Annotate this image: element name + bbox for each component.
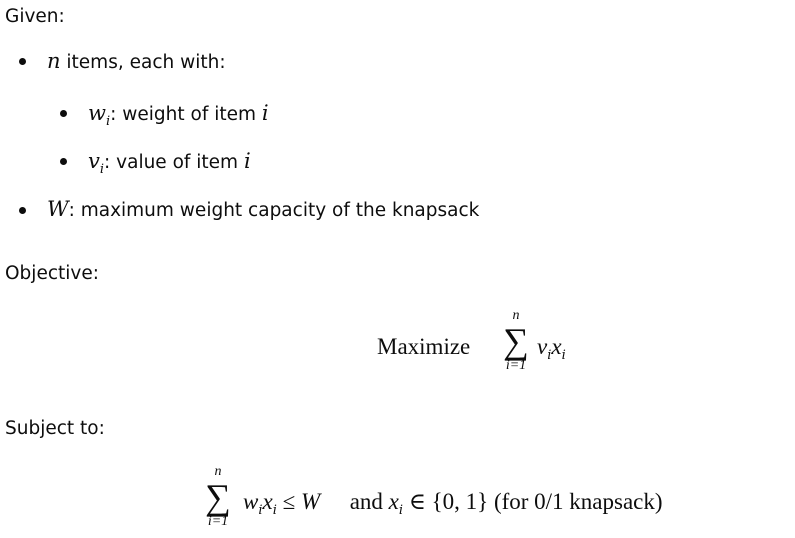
- constraint-sum: [196, 464, 240, 530]
- bullet-dot: [19, 207, 26, 214]
- idx-i: i: [261, 101, 269, 125]
- bullet-dot: [60, 158, 67, 165]
- idx-i: i: [243, 149, 251, 173]
- var-v: v: [88, 149, 100, 173]
- sigma-symbol: ∑: [205, 477, 231, 517]
- weight-text: : weight of item: [110, 104, 262, 125]
- subject-heading: Subject to:: [5, 418, 105, 439]
- items-line: [47, 48, 226, 76]
- sub-i: i: [105, 114, 111, 129]
- var-n: n: [47, 49, 61, 73]
- bullet-dot: [19, 58, 26, 65]
- weight-line: [88, 100, 269, 130]
- sub-i: i: [99, 162, 105, 177]
- sum-lower: i=1: [207, 514, 229, 529]
- var-W: W: [47, 197, 69, 221]
- sum-upper: n: [512, 308, 520, 323]
- sum-lower: i=1: [505, 358, 527, 373]
- value-line: [88, 148, 251, 178]
- value-text: : value of item: [104, 152, 244, 173]
- sigma-symbol: ∑: [503, 321, 529, 361]
- objective-term: $v_ix_i$: [537, 334, 566, 363]
- maximize-word: Maximize: [377, 334, 471, 359]
- capacity-text: : maximum weight capacity of the knapsack: [68, 200, 480, 221]
- constraint-expression: $w_ix_i \le W$ and $x_i$ ∈ {0, 1} (for 0/1 knapsack): [243, 489, 663, 518]
- objective-heading: Objective:: [5, 263, 99, 284]
- bullet-dot: [60, 110, 67, 117]
- given-heading: Given:: [5, 6, 65, 27]
- items-text: items, each with:: [60, 52, 226, 73]
- sum-upper: n: [214, 464, 222, 479]
- capacity-line: [47, 196, 479, 224]
- objective-sum: [494, 308, 538, 374]
- var-w: w: [88, 101, 106, 125]
